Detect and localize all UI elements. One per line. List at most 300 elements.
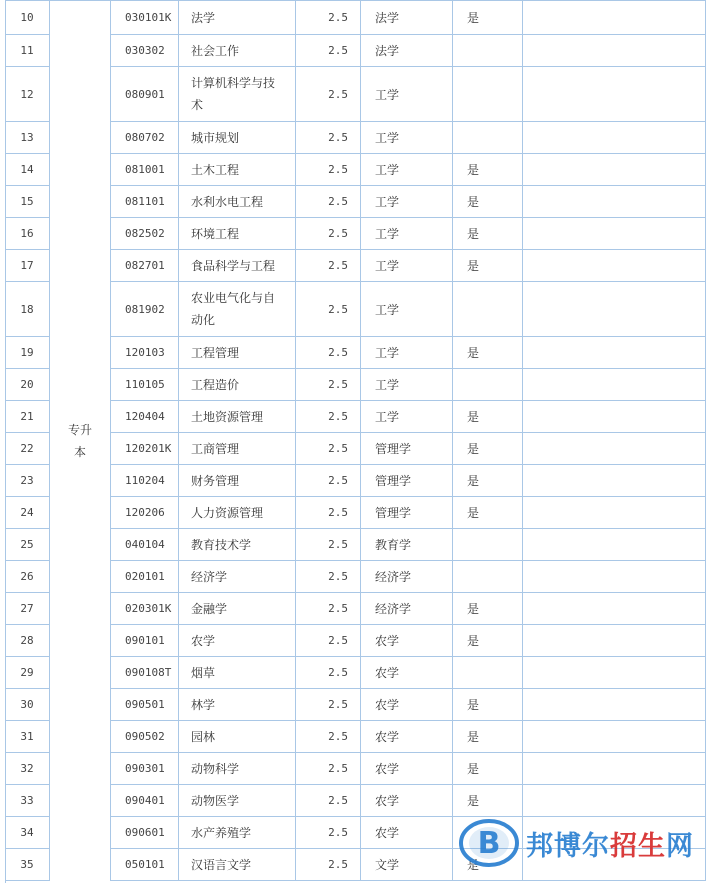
table-cell-category [361,250,453,282]
table-cell-category [361,753,453,785]
cell-text-years: 2.5 [328,794,348,807]
cell-text-code: 090502 [125,730,165,743]
table-cell-no [5,849,50,881]
table-cell-name [179,1,296,35]
table-cell-no [5,218,50,250]
cell-text-name: 烟草 [191,665,216,680]
cell-text-code: 040104 [125,538,165,551]
table-cell-no [5,529,50,561]
table-cell-category [361,369,453,401]
table-cell-category [361,154,453,186]
table-cell-no [5,433,50,465]
table-cell-years [296,561,361,593]
table-cell-key [453,433,523,465]
cell-text-name: 水产养殖学 [191,825,252,840]
cell-text-category: 工学 [375,410,400,424]
cell-text-years: 2.5 [328,698,348,711]
table-cell-empty [523,218,706,250]
table-cell-name [179,657,296,689]
table-cell-empty [523,625,706,657]
table-cell-name [179,849,296,881]
table-cell-category [361,122,453,154]
table-cell-code [111,369,179,401]
table-cell-key [453,657,523,689]
cell-text-no: 28 [20,634,34,647]
cell-text-key: 是 [467,730,480,744]
table-cell-name [179,529,296,561]
table-cell-key [453,401,523,433]
cell-text-category: 经济学 [375,570,412,584]
table-cell-name [179,433,296,465]
svg-text:B: B [477,826,501,861]
cell-text-years: 2.5 [328,227,348,240]
table-cell-name [179,186,296,218]
cell-text-code: 090501 [125,698,165,711]
cell-text-years: 2.5 [328,302,348,316]
cell-text-category: 工学 [375,87,400,102]
table-cell-category [361,561,453,593]
cell-text-no: 33 [20,794,34,807]
level-label: 专升本 [68,423,93,459]
cell-text-no: 13 [20,131,34,144]
table-cell-no [5,401,50,433]
table-cell-category [361,497,453,529]
cell-text-no: 27 [20,602,34,615]
cell-text-name: 农学 [191,633,216,648]
table-cell-no [5,785,50,817]
cell-text-years: 2.5 [328,442,348,455]
cell-text-name: 土木工程 [191,162,240,177]
cell-text-no: 31 [20,730,34,743]
table-cell-category [361,625,453,657]
cell-text-name: 教育技术学 [191,537,252,552]
cell-text-no: 14 [20,163,34,176]
table-cell-no [5,250,50,282]
table-cell-name [179,497,296,529]
table-cell-empty [523,401,706,433]
cell-text-category: 管理学 [375,474,412,488]
table-cell-years [296,337,361,369]
table-cell-code [111,122,179,154]
cell-text-name: 城市规划 [191,130,240,145]
table-cell-code [111,67,179,122]
table-cell-name [179,282,296,337]
cell-text-code: 090301 [125,762,165,775]
cell-text-category: 工学 [375,163,400,177]
table-cell-code [111,561,179,593]
cell-text-name: 经济学 [191,569,228,584]
table-cell-no [5,67,50,122]
cell-text-key: 是 [467,858,480,872]
table-cell-code [111,250,179,282]
table-cell-name [179,817,296,849]
cell-text-category: 工学 [375,346,400,360]
table-cell-no [5,561,50,593]
cell-text-no: 15 [20,195,34,208]
table-cell-no [5,122,50,154]
cell-text-years: 2.5 [328,474,348,487]
cell-text-no: 18 [20,302,34,316]
table-cell-years [296,401,361,433]
table-cell-years [296,721,361,753]
cell-text-years: 2.5 [328,195,348,208]
cell-text-code: 120103 [125,346,165,359]
table-cell-years [296,433,361,465]
table-cell-no [5,497,50,529]
table-cell-empty [523,1,706,35]
table-cell-no [5,657,50,689]
table-cell-years [296,186,361,218]
table-cell-years [296,35,361,67]
cell-text-key: 是 [467,698,480,712]
table-cell-code [111,689,179,721]
cell-text-name: 食品科学与工程 [191,258,276,273]
table-cell-name [179,122,296,154]
table-cell-code [111,785,179,817]
cell-text-name: 工程造价 [191,377,240,392]
cell-text-name: 社会工作 [191,43,240,58]
cell-text-no: 17 [20,259,34,272]
table-cell-key [453,35,523,67]
cell-text-no: 11 [20,44,34,57]
table-cell-code [111,657,179,689]
table-cell-no [5,593,50,625]
table-cell-category [361,817,453,849]
table-cell-empty [523,282,706,337]
cell-text-code: 120201K [125,442,172,455]
table-cell-name [179,401,296,433]
table-cell-key [453,186,523,218]
table-cell-code [111,817,179,849]
table-cell-empty [523,186,706,218]
cell-text-category: 法学 [375,44,400,58]
table-cell-years [296,817,361,849]
table-cell-years [296,465,361,497]
table-cell-category [361,67,453,122]
cell-text-code: 090108T [125,666,172,679]
cell-text-no: 32 [20,762,34,775]
table-cell-code [111,497,179,529]
table-cell-code [111,35,179,67]
table-cell-empty [523,753,706,785]
table-cell-years [296,753,361,785]
table-cell-no [5,721,50,753]
table-cell-code [111,401,179,433]
cell-text-years: 2.5 [328,378,348,391]
table-cell-empty [523,154,706,186]
table-cell-years [296,250,361,282]
table-cell-key [453,337,523,369]
cell-text-key: 是 [467,227,480,241]
table-cell-name [179,67,296,122]
cell-text-code: 030302 [125,44,165,57]
cell-text-years: 2.5 [328,44,348,57]
table-cell-empty [523,657,706,689]
cell-text-years: 2.5 [328,666,348,679]
cell-text-code: 090101 [125,634,165,647]
table-cell-key [453,67,523,122]
cell-text-key: 是 [467,11,480,25]
cell-text-name: 环境工程 [191,226,240,241]
cell-text-key: 是 [467,762,480,776]
table-cell-key [453,625,523,657]
table-cell-code [111,625,179,657]
table-cell-key [453,154,523,186]
table-cell-code [111,849,179,881]
cell-text-no: 30 [20,698,34,711]
cell-text-code: 080702 [125,131,165,144]
table-cell-code [111,433,179,465]
table-cell-no [5,337,50,369]
cell-text-key: 是 [467,506,480,520]
table-cell-key [453,250,523,282]
table-cell-no [5,817,50,849]
cell-text-name: 人力资源管理 [191,505,264,520]
table-cell-name [179,721,296,753]
table-cell-no [5,1,50,35]
table-cell-key [453,218,523,250]
table-cell-no [5,282,50,337]
table-cell-name [179,593,296,625]
table-cell-empty [523,122,706,154]
table-cell-empty [523,529,706,561]
table-cell-key [453,1,523,35]
cell-text-no: 23 [20,474,34,487]
table-cell-empty [523,497,706,529]
cell-text-years: 2.5 [328,602,348,615]
cell-text-code: 081001 [125,163,165,176]
cell-text-no: 12 [20,87,34,101]
table-cell-code [111,337,179,369]
level-cell [50,1,111,881]
table-cell-no [5,689,50,721]
table-cell-years [296,593,361,625]
cell-text-name: 工程管理 [191,345,240,360]
table-cell-category [361,1,453,35]
table-cell-category [361,849,453,881]
cell-text-code: 020301K [125,602,172,615]
table-cell-category [361,721,453,753]
table-cell-category [361,465,453,497]
table-cell-key [453,497,523,529]
table-cell-key [453,561,523,593]
cell-text-no: 16 [20,227,34,240]
cell-text-no: 20 [20,378,34,391]
cell-text-category: 管理学 [375,506,412,520]
watermark-red-text: 招生 [610,830,666,862]
table-cell-category [361,689,453,721]
table-cell-category [361,337,453,369]
table-cell-name [179,785,296,817]
cell-text-years: 2.5 [328,826,348,839]
cell-text-code: 020101 [125,570,165,583]
table-cell-name [179,561,296,593]
table-cell-years [296,1,361,35]
table-cell-years [296,67,361,122]
cell-text-name: 财务管理 [191,473,240,488]
cell-text-category: 农学 [375,794,400,808]
table-cell-key [453,465,523,497]
table-cell-empty [523,561,706,593]
table-cell-years [296,497,361,529]
cell-text-years: 2.5 [328,858,348,871]
table-cell-key [453,593,523,625]
table-cell-category [361,401,453,433]
table-cell-name [179,689,296,721]
table-cell-category [361,593,453,625]
watermark-text [526,824,694,863]
cell-text-name: 金融学 [191,601,228,616]
cell-text-key: 是 [467,195,480,209]
cell-text-category: 工学 [375,302,400,317]
cell-text-code: 050101 [125,858,165,871]
watermark-logo-icon [458,817,520,869]
table-cell-years [296,785,361,817]
cell-text-years: 2.5 [328,634,348,647]
table-cell-empty [523,67,706,122]
cell-text-no: 24 [20,506,34,519]
cell-text-name: 水利水电工程 [191,194,264,209]
watermark-blue-text: 邦博尔 [526,830,610,862]
cell-text-name: 土地资源管理 [191,409,264,424]
table-cell-key [453,689,523,721]
cell-text-key: 是 [467,442,480,456]
cell-text-category: 经济学 [375,602,412,616]
table-cell-name [179,753,296,785]
table-cell-years [296,529,361,561]
cell-text-no: 29 [20,666,34,679]
cell-text-category: 工学 [375,131,400,145]
cell-text-key: 是 [467,163,480,177]
table-cell-category [361,433,453,465]
cell-text-no: 26 [20,570,34,583]
table-cell-key [453,369,523,401]
cell-text-years: 2.5 [328,730,348,743]
cell-text-category: 工学 [375,378,400,392]
cell-text-category: 工学 [375,227,400,241]
table-cell-no [5,186,50,218]
site-watermark [458,812,703,874]
table-cell-years [296,282,361,337]
cell-text-code: 090401 [125,794,165,807]
cell-text-no: 35 [20,858,34,871]
table-cell-code [111,154,179,186]
table-cell-empty [523,465,706,497]
cell-text-name: 动物医学 [191,793,240,808]
cell-text-years: 2.5 [328,506,348,519]
table-cell-category [361,657,453,689]
cell-text-code: 081101 [125,195,165,208]
cell-text-name: 园林 [191,729,216,744]
table-cell-name [179,250,296,282]
table-cell-name [179,625,296,657]
table-cell-empty [523,689,706,721]
table-cell-years [296,625,361,657]
table-cell-code [111,529,179,561]
cell-text-years: 2.5 [328,538,348,551]
table-cell-code [111,1,179,35]
table-cell-category [361,785,453,817]
table-cell-code [111,721,179,753]
cell-text-code: 082502 [125,227,165,240]
cell-text-no: 21 [20,410,34,423]
cell-text-name: 林学 [191,697,216,712]
cell-text-years: 2.5 [328,346,348,359]
table-cell-name [179,369,296,401]
table-cell-key [453,122,523,154]
cell-text-years: 2.5 [328,410,348,423]
table-cell-no [5,369,50,401]
cell-text-category: 农学 [375,666,400,680]
cell-text-code: 120404 [125,410,165,423]
table-cell-no [5,753,50,785]
cell-text-key: 是 [467,346,480,360]
table-cell-key [453,721,523,753]
cell-text-name: 工商管理 [191,441,240,456]
cell-text-code: 110204 [125,474,165,487]
table-cell-code [111,282,179,337]
table-cell-years [296,122,361,154]
cell-text-code: 082701 [125,259,165,272]
cell-text-name: 汉语言文学 [191,857,252,872]
cell-text-name: 农业电气化与自动化 [191,291,276,327]
cell-text-key: 是 [467,602,480,616]
cell-text-category: 教育学 [375,538,412,552]
table-cell-years [296,657,361,689]
cell-text-key: 是 [467,794,480,808]
table-cell-no [5,465,50,497]
table-cell-name [179,337,296,369]
cell-text-category: 法学 [375,11,400,25]
cell-text-category: 管理学 [375,442,412,456]
table-cell-name [179,35,296,67]
cell-text-category: 农学 [375,698,400,712]
cell-text-code: 110105 [125,378,165,391]
table-cell-name [179,154,296,186]
cell-text-no: 34 [20,826,34,839]
cell-text-key: 是 [467,259,480,273]
table-cell-no [5,35,50,67]
table-cell-category [361,218,453,250]
watermark-blue-text-end: 网 [666,830,694,862]
cell-text-key: 是 [467,410,480,424]
table-cell-code [111,186,179,218]
table-cell-empty [523,250,706,282]
cell-text-years: 2.5 [328,87,348,101]
table-cell-no [5,154,50,186]
table-cell-years [296,849,361,881]
cell-text-key: 是 [467,634,480,648]
cell-text-code: 120206 [125,506,165,519]
cell-text-code: 081902 [125,302,165,316]
cell-text-years: 2.5 [328,259,348,272]
cell-text-code: 080901 [125,87,165,101]
table-cell-name [179,218,296,250]
table-cell-empty [523,369,706,401]
table-cell-empty [523,433,706,465]
cell-text-category: 农学 [375,762,400,776]
table-cell-key [453,282,523,337]
cell-text-name: 计算机科学与技术 [191,76,276,112]
table-cell-key [453,529,523,561]
table-cell-empty [523,593,706,625]
table-cell-name [179,465,296,497]
table-cell-years [296,689,361,721]
table-cell-empty [523,721,706,753]
table-cell-category [361,529,453,561]
cell-text-name: 法学 [191,10,216,25]
table-cell-code [111,465,179,497]
